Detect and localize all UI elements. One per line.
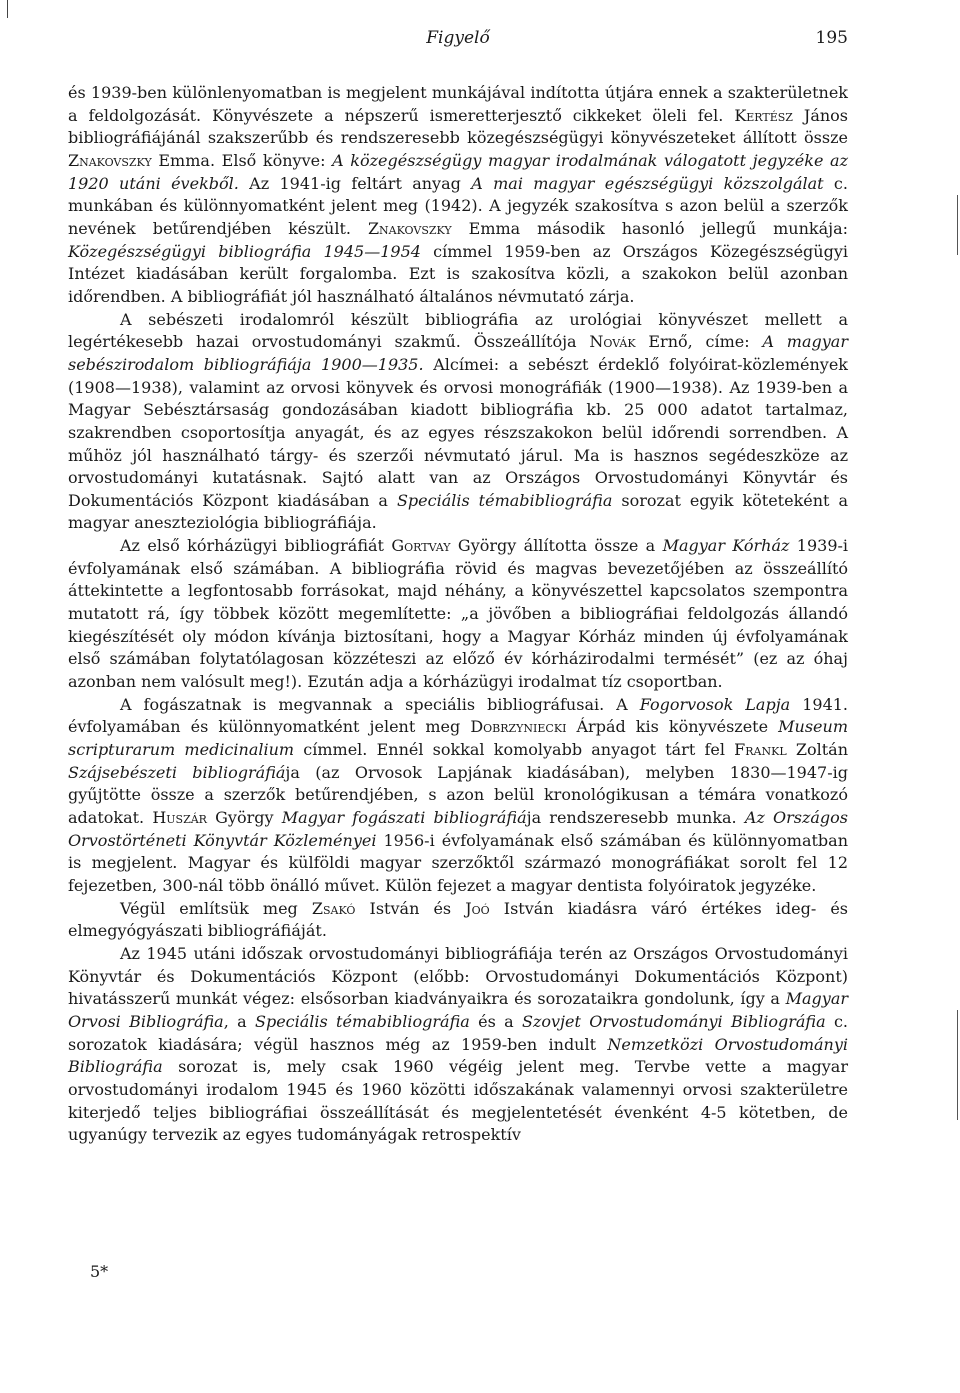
title-italic: Fogorvosok Lapja xyxy=(639,694,791,714)
text-run: János bibliográfiájánál szakszerűbb és rendszeresebb közegészségügyi könyvészeteket állított össze xyxy=(68,105,849,148)
text-run: Az első kórházügyi bibliográfiát xyxy=(120,536,392,556)
text-run: sorozat egyik köteteként a magyar aneszteziológia bibliográfiája. xyxy=(68,490,849,533)
title-italic: Közegészségügyi bibliográfia 1945—1954 xyxy=(68,241,421,261)
text-run: Zoltán xyxy=(786,740,849,760)
paragraph xyxy=(68,309,848,536)
page-number: 195 xyxy=(815,28,848,48)
text-run: Emma második hasonló jellegű munkája: xyxy=(451,218,848,238)
text-run: címmel 1959-ben az Országos Közegészségügyi Intézet kiadásában került forgalomba. Ezt is szakosítva közli, a szakokon belül azonban időrendben. A bibliográfiát jól használható általános névmutató zárja. xyxy=(68,241,849,306)
title-italic: Nemzetközi Orvostudományi Bibliográfia xyxy=(68,1034,849,1077)
text-run: és a xyxy=(469,1011,522,1031)
text-run: A fogászatnak is megvannak a speciális bibliográfusai. A xyxy=(120,694,640,714)
author-name: Joó xyxy=(465,898,490,918)
paragraph xyxy=(68,898,848,943)
title-italic: A közegészségügy magyar irodalmának válogatott jegyzéke az 1920 utáni évekből. xyxy=(68,150,848,193)
author-name: Gortvay xyxy=(391,536,451,556)
text-run: Ernő, címe: xyxy=(635,332,763,352)
author-name: Kertész xyxy=(734,105,793,125)
signature-mark: 5* xyxy=(90,1262,109,1281)
author-name: Novák xyxy=(589,332,636,352)
text-run: Árpád kis könyvészete xyxy=(566,717,779,737)
running-head: Figyelő xyxy=(426,28,490,48)
author-name: Znakovszky xyxy=(367,218,452,238)
text-run: 1956-i évfolyamának első számában és különnyomatban is megjelent. Magyar és külföldi magyar szerzőktől származó monográfiákat sorolt fel 12 fejezetben, 300-nál több önálló művet. Külön fejezet a magyar dentista folyóiratok jegyzéke. xyxy=(68,830,849,895)
scan-edge-line xyxy=(957,1010,958,1120)
text-run: Az 1945 utáni időszak orvostudományi bibliográfiája terén az Országos Orvostudományi Könyvtár és Dokumentációs Központ (előbb: Orvostudományi Dokumentációs Központ) hivatásszerű munkát végez: elsősorban kiadványaikra és sorozataikra gondolunk, így a xyxy=(68,943,848,1009)
paragraph xyxy=(68,694,848,898)
scan-edge-line xyxy=(7,0,8,18)
title-italic: Szovjet Orvostudományi Bibliográfia xyxy=(521,1011,826,1031)
text-run: 1941. évfolyamában és különnyomatként jelent meg xyxy=(68,694,849,737)
scan-edge-line xyxy=(957,195,958,255)
text-run: 1939-i évfolyamának első számában. A bibliográfia rövid és magvas bevezetőjében az összeállító áttekintette a legfontosabb forrásokat, majd néhány, a könyvészettel kapcsolatos szempontra mutatott rá, így többek között megemlítette: „a jövőben a bibliográfiai feldolgozás állandó kiegészítését oly módon kívánja biztosítani, hogy a Magyar Kórház minden új évfolyamának első számában folytatólagosan közzéteszi az előző év kórházirodalmi termését” (ez az óhaj azonban nem valósult meg!). Ezután adja a kórházügyi irodalmat tíz csoportban. xyxy=(68,536,849,692)
title-italic: A mai magyar egészségügyi közszolgálat xyxy=(471,173,824,193)
author-name: Dobrzyniecki xyxy=(470,717,567,737)
text-run: ja (az Orvosok Lapjának kiadásában), melyben 1830—1947-ig gyűjtötte össze a szerzők betűrendjében, s azon belül kronológikusan a témára vonatkozó adatokat. xyxy=(68,762,848,827)
title-italic: A magyar sebészirodalom bibliográfiája 1900—1935. xyxy=(68,332,848,374)
author-name: Znakovszky xyxy=(68,150,152,170)
title-italic: Magyar Kórház xyxy=(662,536,790,556)
text-run: György xyxy=(206,808,282,827)
text-run: István és xyxy=(355,898,466,918)
text-run: ja rendszeresebb munka. xyxy=(526,808,745,827)
author-name: Frankl xyxy=(734,740,787,760)
title-italic: Magyar Orvosi Bibliográfia xyxy=(68,989,848,1031)
text-run: címmel. Ennél sokkal komolyabb anyagot tárt fel xyxy=(294,740,735,760)
text-run: A sebészeti irodalomról készült bibliográfia az urológiai könyvészet mellett a legértékesebb hazai orvostudományi szakmű. Összeállítója xyxy=(68,309,848,352)
text-run: Emma. Első könyve: xyxy=(151,150,333,170)
paragraph xyxy=(68,82,848,309)
text-run: sorozat is, mely csak 1960 végéig jelent meg. Tervbe vette a magyar orvostudományi irodalom 1945 és 1960 közötti időszakának valamennyi orvosi szakterületre kiterjedő teljes bibliográfiai összeállítását és megjelentetését évenként 4-5 kötetben, de ugyanúgy tervezik az egyes tudományágak retrospektív xyxy=(68,1057,848,1145)
page-header xyxy=(68,26,848,52)
paragraph xyxy=(68,535,848,694)
paragraph xyxy=(68,943,848,1147)
text-run: István kiadásra váró értékes ideg- és elmegyógyászati bibliográfiáját. xyxy=(68,898,849,941)
text-run: és 1939-ben különlenyomatban is megjelent munkájával indította útjára ennek a szakterületnek a feldolgozását. Könyvészete a népszerű ismeretterjesztő cikkeket öleli fel. xyxy=(68,83,848,125)
text-run: György állította össze a xyxy=(450,536,663,556)
title-italic: Az Országos Orvostörténeti Könyvtár Közleményei xyxy=(68,808,849,850)
text-run: Alcímei: a sebészt érdeklő folyóirat-közlemények (1908—1938), valamint az orvosi könyvek és orvosi monográfiák (1900—1938). Az 1939-ben a Magyar Sebésztársaság gondozásában kiadott bibliográfia kb. 25 000 adatot tartalmaz, szakrendben csoportosítja anyagát, és az egyes részszakokon belül időrendi sorrendben. A műhöz jól használható tárgy- és szerzői névmutató járul. Ma is hasznos segédeszköze az orvostudományi kutatásnak. Sajtó alatt van az Országos Orvostudományi Könyvtár és Dokumentációs Központ kiadásában a xyxy=(68,354,849,510)
title-italic: Museum scripturarum medicinalium xyxy=(68,717,848,760)
author-name: Huszár xyxy=(152,808,207,827)
title-italic: Speciális témabibliográfia xyxy=(396,490,613,510)
text-run: , a xyxy=(223,1011,255,1031)
text-run: c. munkában és különnyomatként jelent meg (1942). A jegyzék szakosítva s azon belül a szerzők nevének betűrendjében készült. xyxy=(68,173,848,238)
text-run: Végül említsük meg xyxy=(120,898,312,918)
title-italic: Magyar fogászati bibliográfiá xyxy=(281,808,527,827)
body-text xyxy=(68,82,848,1147)
title-italic: Speciális témabibliográfia xyxy=(255,1011,470,1031)
title-italic: Szájsebészeti bibliográfiá xyxy=(68,762,286,782)
author-name: Zsakó xyxy=(311,898,356,918)
text-run: c. sorozatok kiadására; végül hasznos még az 1959-ben indult xyxy=(68,1011,848,1054)
text-run: Az 1941-ig feltárt anyag xyxy=(238,173,472,193)
